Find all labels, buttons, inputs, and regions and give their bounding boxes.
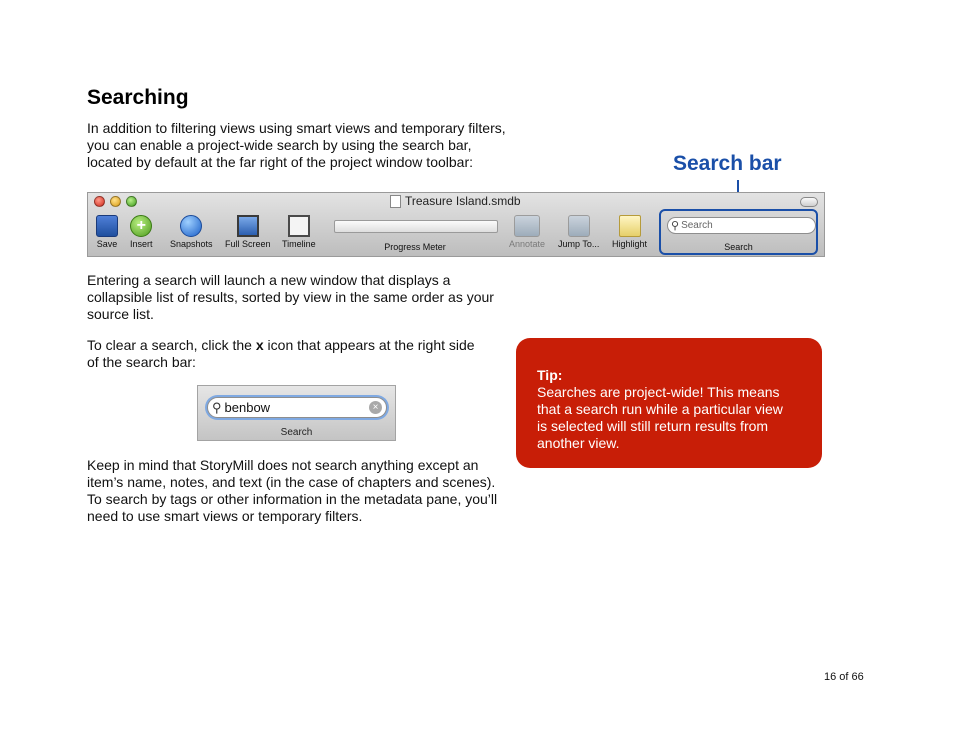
intro-line: you can enable a project-wide search by using the search bar,	[87, 137, 472, 153]
intro-line: located by default at the far right of the project window toolbar:	[87, 154, 474, 170]
insert-tool-button[interactable]	[130, 215, 153, 249]
toolbar-search-input[interactable]	[667, 217, 816, 234]
clear-text-after: icon that appears at the right side	[263, 337, 475, 353]
progress-meter-bar	[334, 220, 498, 233]
search-icon: ⚲	[212, 399, 222, 415]
mini-search-label: Search	[280, 427, 313, 438]
results-line: Entering a search will launch a new window that displays a	[87, 272, 451, 288]
window-title	[390, 194, 521, 208]
full-screen-label: Full Screen	[225, 239, 271, 249]
clear-search-paragraph	[87, 337, 475, 371]
clear-text-before: To clear a search, click the	[87, 337, 256, 353]
annotate-tool-button[interactable]	[509, 215, 545, 249]
highlight-icon	[619, 215, 641, 237]
page-number: 16 of 66	[824, 671, 864, 683]
tip-line: is selected will still return results from	[537, 418, 769, 434]
clear-search-line	[87, 337, 475, 354]
snapshots-icon	[180, 215, 202, 237]
closing-line: Keep in mind that StoryMill does not search anything except an	[87, 457, 479, 473]
minimize-button[interactable]	[110, 196, 121, 207]
search-icon: ⚲	[671, 220, 680, 232]
window-traffic-lights	[94, 196, 137, 207]
save-tool-button[interactable]	[96, 215, 118, 249]
tip-box	[516, 338, 822, 468]
timeline-label: Timeline	[282, 239, 316, 249]
results-paragraph	[87, 272, 494, 323]
closing-line: item’s name, notes, and text (in the case of chapters and scenes).	[87, 474, 496, 490]
closing-line: To search by tags or other information in the metadata pane, you’ll	[87, 491, 498, 507]
insert-label: Insert	[130, 239, 153, 249]
annotate-label: Annotate	[509, 239, 546, 249]
results-line: collapsible list of results, sorted by view in the same order as your	[87, 289, 494, 305]
highlight-label: Highlight	[612, 239, 648, 249]
jump-to-icon	[568, 215, 590, 237]
clear-search-icon[interactable]: ×	[369, 401, 382, 414]
snapshots-tool-button[interactable]	[170, 215, 213, 249]
toolbar-screenshot	[87, 192, 825, 257]
timeline-tool-button[interactable]	[282, 215, 316, 249]
search-bar-callout-label: Search bar	[673, 152, 782, 175]
mini-search-input[interactable]	[207, 397, 387, 418]
mini-search-value: benbow	[224, 400, 271, 415]
jump-to-label: Jump To...	[558, 239, 600, 249]
closing-paragraph	[87, 457, 497, 525]
zoom-button[interactable]	[126, 196, 137, 207]
results-line: source list.	[87, 306, 154, 322]
clear-x-text: x	[255, 337, 264, 353]
toolbar-toggle-button[interactable]	[800, 197, 818, 207]
clear-search-line: of the search bar:	[87, 354, 196, 370]
search-label: Search	[724, 242, 753, 252]
full-screen-tool-button[interactable]	[225, 215, 271, 249]
timeline-icon	[288, 215, 310, 237]
tip-title: Tip:	[537, 367, 563, 383]
search-bar-screenshot	[197, 385, 396, 441]
closing-line: need to use smart views or temporary filters.	[87, 508, 363, 524]
page-heading: Searching	[87, 86, 189, 109]
document-icon	[390, 195, 401, 208]
tip-line: Searches are project-wide! This means	[537, 384, 780, 400]
full-screen-icon	[237, 215, 259, 237]
intro-paragraph	[87, 120, 506, 171]
window-title-text: Treasure Island.smdb	[405, 194, 521, 208]
plus-icon: +	[130, 215, 152, 237]
tip-line: that a search run while a particular view	[537, 401, 783, 417]
toolbar-search-placeholder: Search	[681, 220, 713, 231]
annotate-icon	[514, 215, 540, 237]
intro-line: In addition to filtering views using smart views and temporary filters,	[87, 120, 506, 136]
save-icon	[96, 215, 118, 237]
highlight-tool-button[interactable]	[612, 215, 647, 249]
progress-meter-label: Progress Meter	[384, 242, 446, 252]
snapshots-label: Snapshots	[170, 239, 213, 249]
close-button[interactable]	[94, 196, 105, 207]
tip-line: another view.	[537, 435, 620, 451]
save-label: Save	[96, 239, 118, 249]
jump-to-tool-button[interactable]	[558, 215, 599, 249]
